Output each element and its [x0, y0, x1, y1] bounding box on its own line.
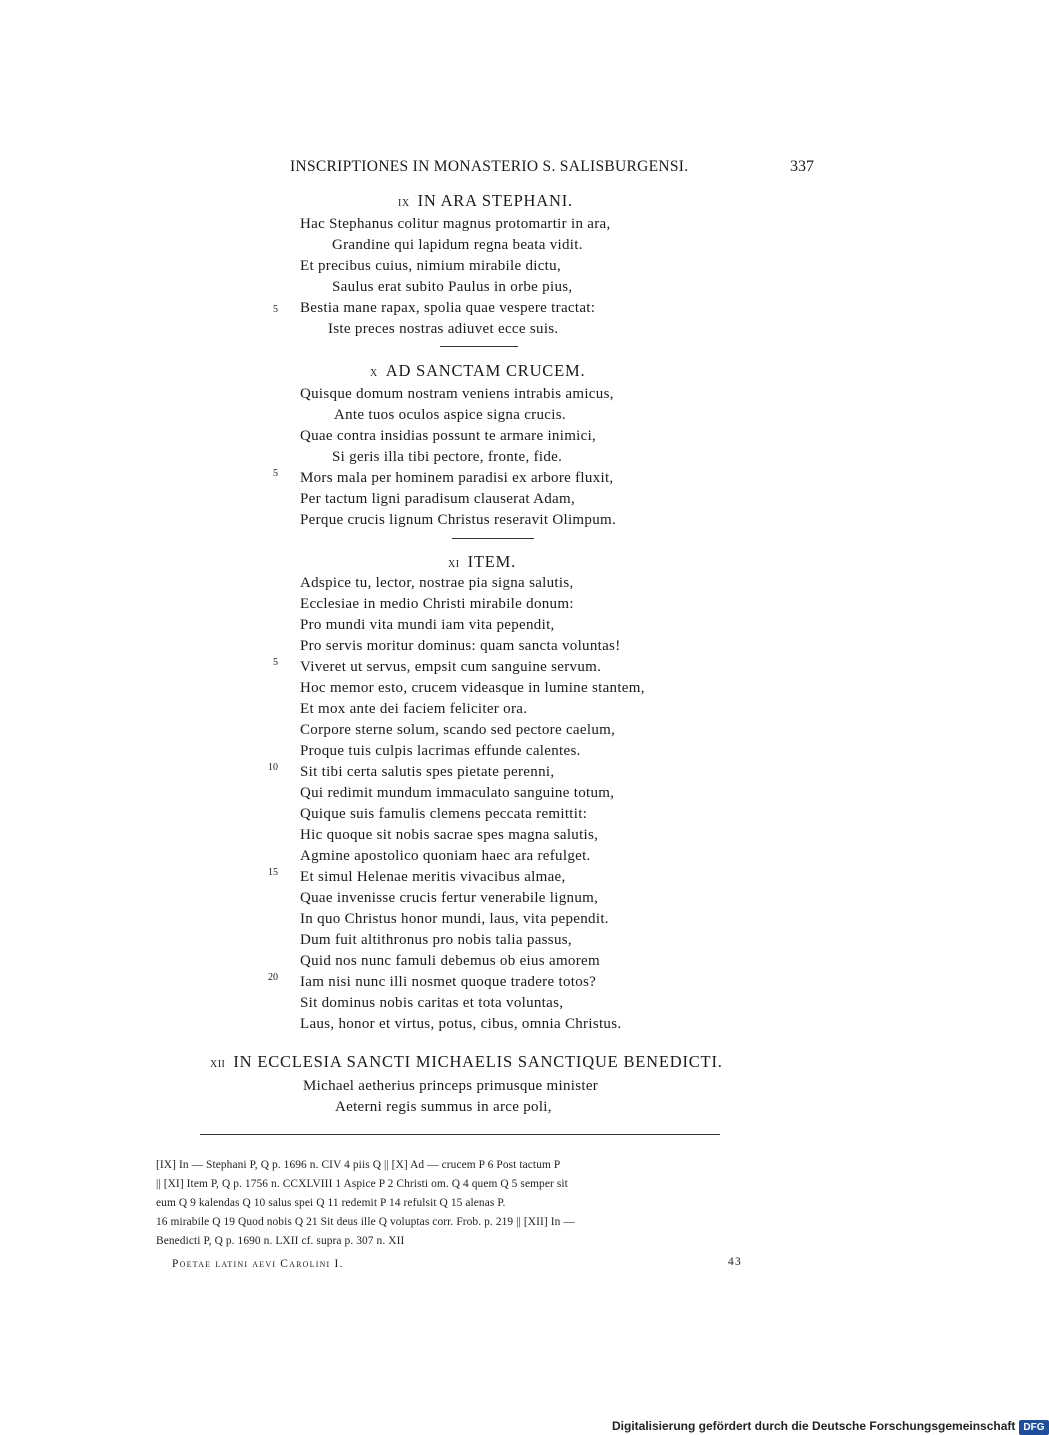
- section-number: X: [370, 368, 378, 379]
- line-number: 15: [268, 867, 278, 878]
- section-number: IX: [398, 198, 410, 209]
- footnote-line: || [XI] Item P, Q p. 1756 n. CCXLVIII 1 Aspice P 2 Christi om. Q 4 quem Q 5 semper sit: [156, 1178, 568, 1190]
- verse-line: Adspice tu, lector, nostrae pia signa salutis,: [300, 575, 574, 591]
- section-heading: AD SANCTAM CRUCEM.: [385, 361, 586, 380]
- verse-line: In quo Christus honor mundi, laus, vita pependit.: [300, 911, 609, 927]
- section-divider: [440, 346, 518, 347]
- poem-xi: [300, 573, 645, 1035]
- digitization-credit: [612, 1417, 1049, 1435]
- section-heading: IN ECCLESIA SANCTI MICHAELIS SANCTIQUE BENEDICTI.: [233, 1052, 723, 1071]
- verse-line: Ecclesiae in medio Christi mirabile donum:: [300, 596, 574, 612]
- section-title-ix: [398, 191, 573, 211]
- verse-line: Quid nos nunc famuli debemus ob eius amorem: [300, 953, 600, 969]
- verse-line: Quisque domum nostram veniens intrabis amicus,: [300, 386, 614, 402]
- poem-ix: [300, 214, 611, 340]
- verse-line: Perque crucis lignum Christus reseravit Olimpum.: [300, 512, 617, 528]
- verse-line: Quique suis famulis clemens peccata remittit:: [300, 806, 588, 822]
- section-heading: IN ARA STEPHANI.: [417, 191, 573, 210]
- line-number: 5: [273, 468, 278, 479]
- verse-line: Dum fuit altithronus pro nobis talia passus,: [300, 932, 572, 948]
- section-number: XII: [210, 1059, 226, 1070]
- section-title-x: [370, 361, 585, 381]
- line-number: 10: [268, 762, 278, 773]
- verse-line: Iam nisi nunc illi nosmet quoque tradere totos?: [300, 974, 597, 990]
- verse-line: Et simul Helenae meritis vivacibus almae,: [300, 869, 566, 885]
- section-heading: ITEM.: [467, 552, 517, 571]
- verse-line: Mors mala per hominem paradisi ex arbore fluxit,: [300, 470, 614, 486]
- verse-line: Per tactum ligni paradisum clauserat Adam,: [300, 491, 576, 507]
- verse-line: Saulus erat subito Paulus in orbe pius,: [332, 279, 573, 295]
- verse-line: Viveret ut servus, empsit cum sanguine servum.: [300, 659, 602, 675]
- verse-line: Et precibus cuius, nimium mirabile dictu,: [300, 258, 562, 274]
- verse-line: Corpore sterne solum, scando sed pectore caelum,: [300, 722, 616, 738]
- section-number: XI: [448, 559, 460, 570]
- line-number: 20: [268, 972, 278, 983]
- footnote-line: [IX] In — Stephani P, Q p. 1696 n. CIV 4 piis Q || [X] Ad — crucem P 6 Post tactum P: [156, 1159, 561, 1171]
- poem-xii: [303, 1076, 598, 1118]
- verse-line: Agmine apostolico quoniam haec ara refulget.: [300, 848, 591, 864]
- line-number: 5: [273, 304, 278, 315]
- section-divider: [452, 538, 534, 539]
- verse-line: Si geris illa tibi pectore, fronte, fide.: [332, 449, 563, 465]
- verse-line: Hoc memor esto, crucem videasque in lumine stantem,: [300, 680, 645, 696]
- line-number: 5: [273, 657, 278, 668]
- verse-line: Sit dominus nobis caritas et tota voluntas,: [300, 995, 564, 1011]
- verse-line: Et mox ante dei faciem feliciter ora.: [300, 701, 528, 717]
- running-title: INSCRIPTIONES IN MONASTERIO S. SALISBURGENSI.: [290, 158, 689, 175]
- apparatus-footnotes: [156, 1156, 575, 1251]
- verse-line: Aeterni regis summus in arce poli,: [335, 1099, 552, 1115]
- verse-line: Qui redimit mundum immaculato sanguine totum,: [300, 785, 615, 801]
- verse-line: Pro mundi vita mundi iam vita pependit,: [300, 617, 555, 633]
- footnote-line: 16 mirabile Q 19 Quod nobis Q 21 Sit deus ille Q voluptas corr. Frob. p. 219 || [XII] In —: [156, 1216, 575, 1228]
- footnote-line: eum Q 9 kalendas Q 10 salus spei Q 11 redemit P 14 refulsit Q 15 alenas P.: [156, 1197, 506, 1209]
- footnote-line: Benedicti P, Q p. 1690 n. LXII cf. supra p. 307 n. XII: [156, 1235, 405, 1247]
- poem-x: [300, 384, 616, 531]
- verse-line: Hic quoque sit nobis sacrae spes magna salutis,: [300, 827, 599, 843]
- verse-line: Hac Stephanus colitur magnus protomartir in ara,: [300, 216, 611, 232]
- verse-line: Sit tibi certa salutis spes pietate perenni,: [300, 764, 555, 780]
- signature-label: Poetae latini aevi Carolini I.: [172, 1258, 344, 1270]
- section-title-xii: [210, 1052, 723, 1072]
- section-title-xi: [448, 552, 516, 572]
- verse-line: Iste preces nostras adiuvet ecce suis.: [328, 321, 559, 337]
- verse-line: Laus, honor et virtus, potus, cibus, omnia Christus.: [300, 1016, 622, 1032]
- footnote-rule: [200, 1134, 720, 1135]
- credit-text: Digitalisierung gefördert durch die Deutsche Forschungsgemeinschaft: [612, 1419, 1016, 1433]
- verse-line: Proque tuis culpis lacrimas effunde calentes.: [300, 743, 581, 759]
- verse-line: Quae invenisse crucis fertur venerabile lignum,: [300, 890, 599, 906]
- verse-line: Grandine qui lapidum regna beata vidit.: [332, 237, 583, 253]
- verse-line: Michael aetherius princeps primusque minister: [303, 1078, 599, 1094]
- verse-line: Quae contra insidias possunt te armare inimici,: [300, 428, 597, 444]
- verse-line: Ante tuos oculos aspice signa crucis.: [334, 407, 566, 423]
- verse-line: Pro servis moritur dominus: quam sancta voluntas!: [300, 638, 621, 654]
- sheet-number: 43: [728, 1256, 742, 1268]
- page-number: 337: [790, 158, 814, 175]
- verse-line: Bestia mane rapax, spolia quae vespere tractat:: [300, 300, 596, 316]
- dfg-logo: DFG: [1019, 1420, 1048, 1435]
